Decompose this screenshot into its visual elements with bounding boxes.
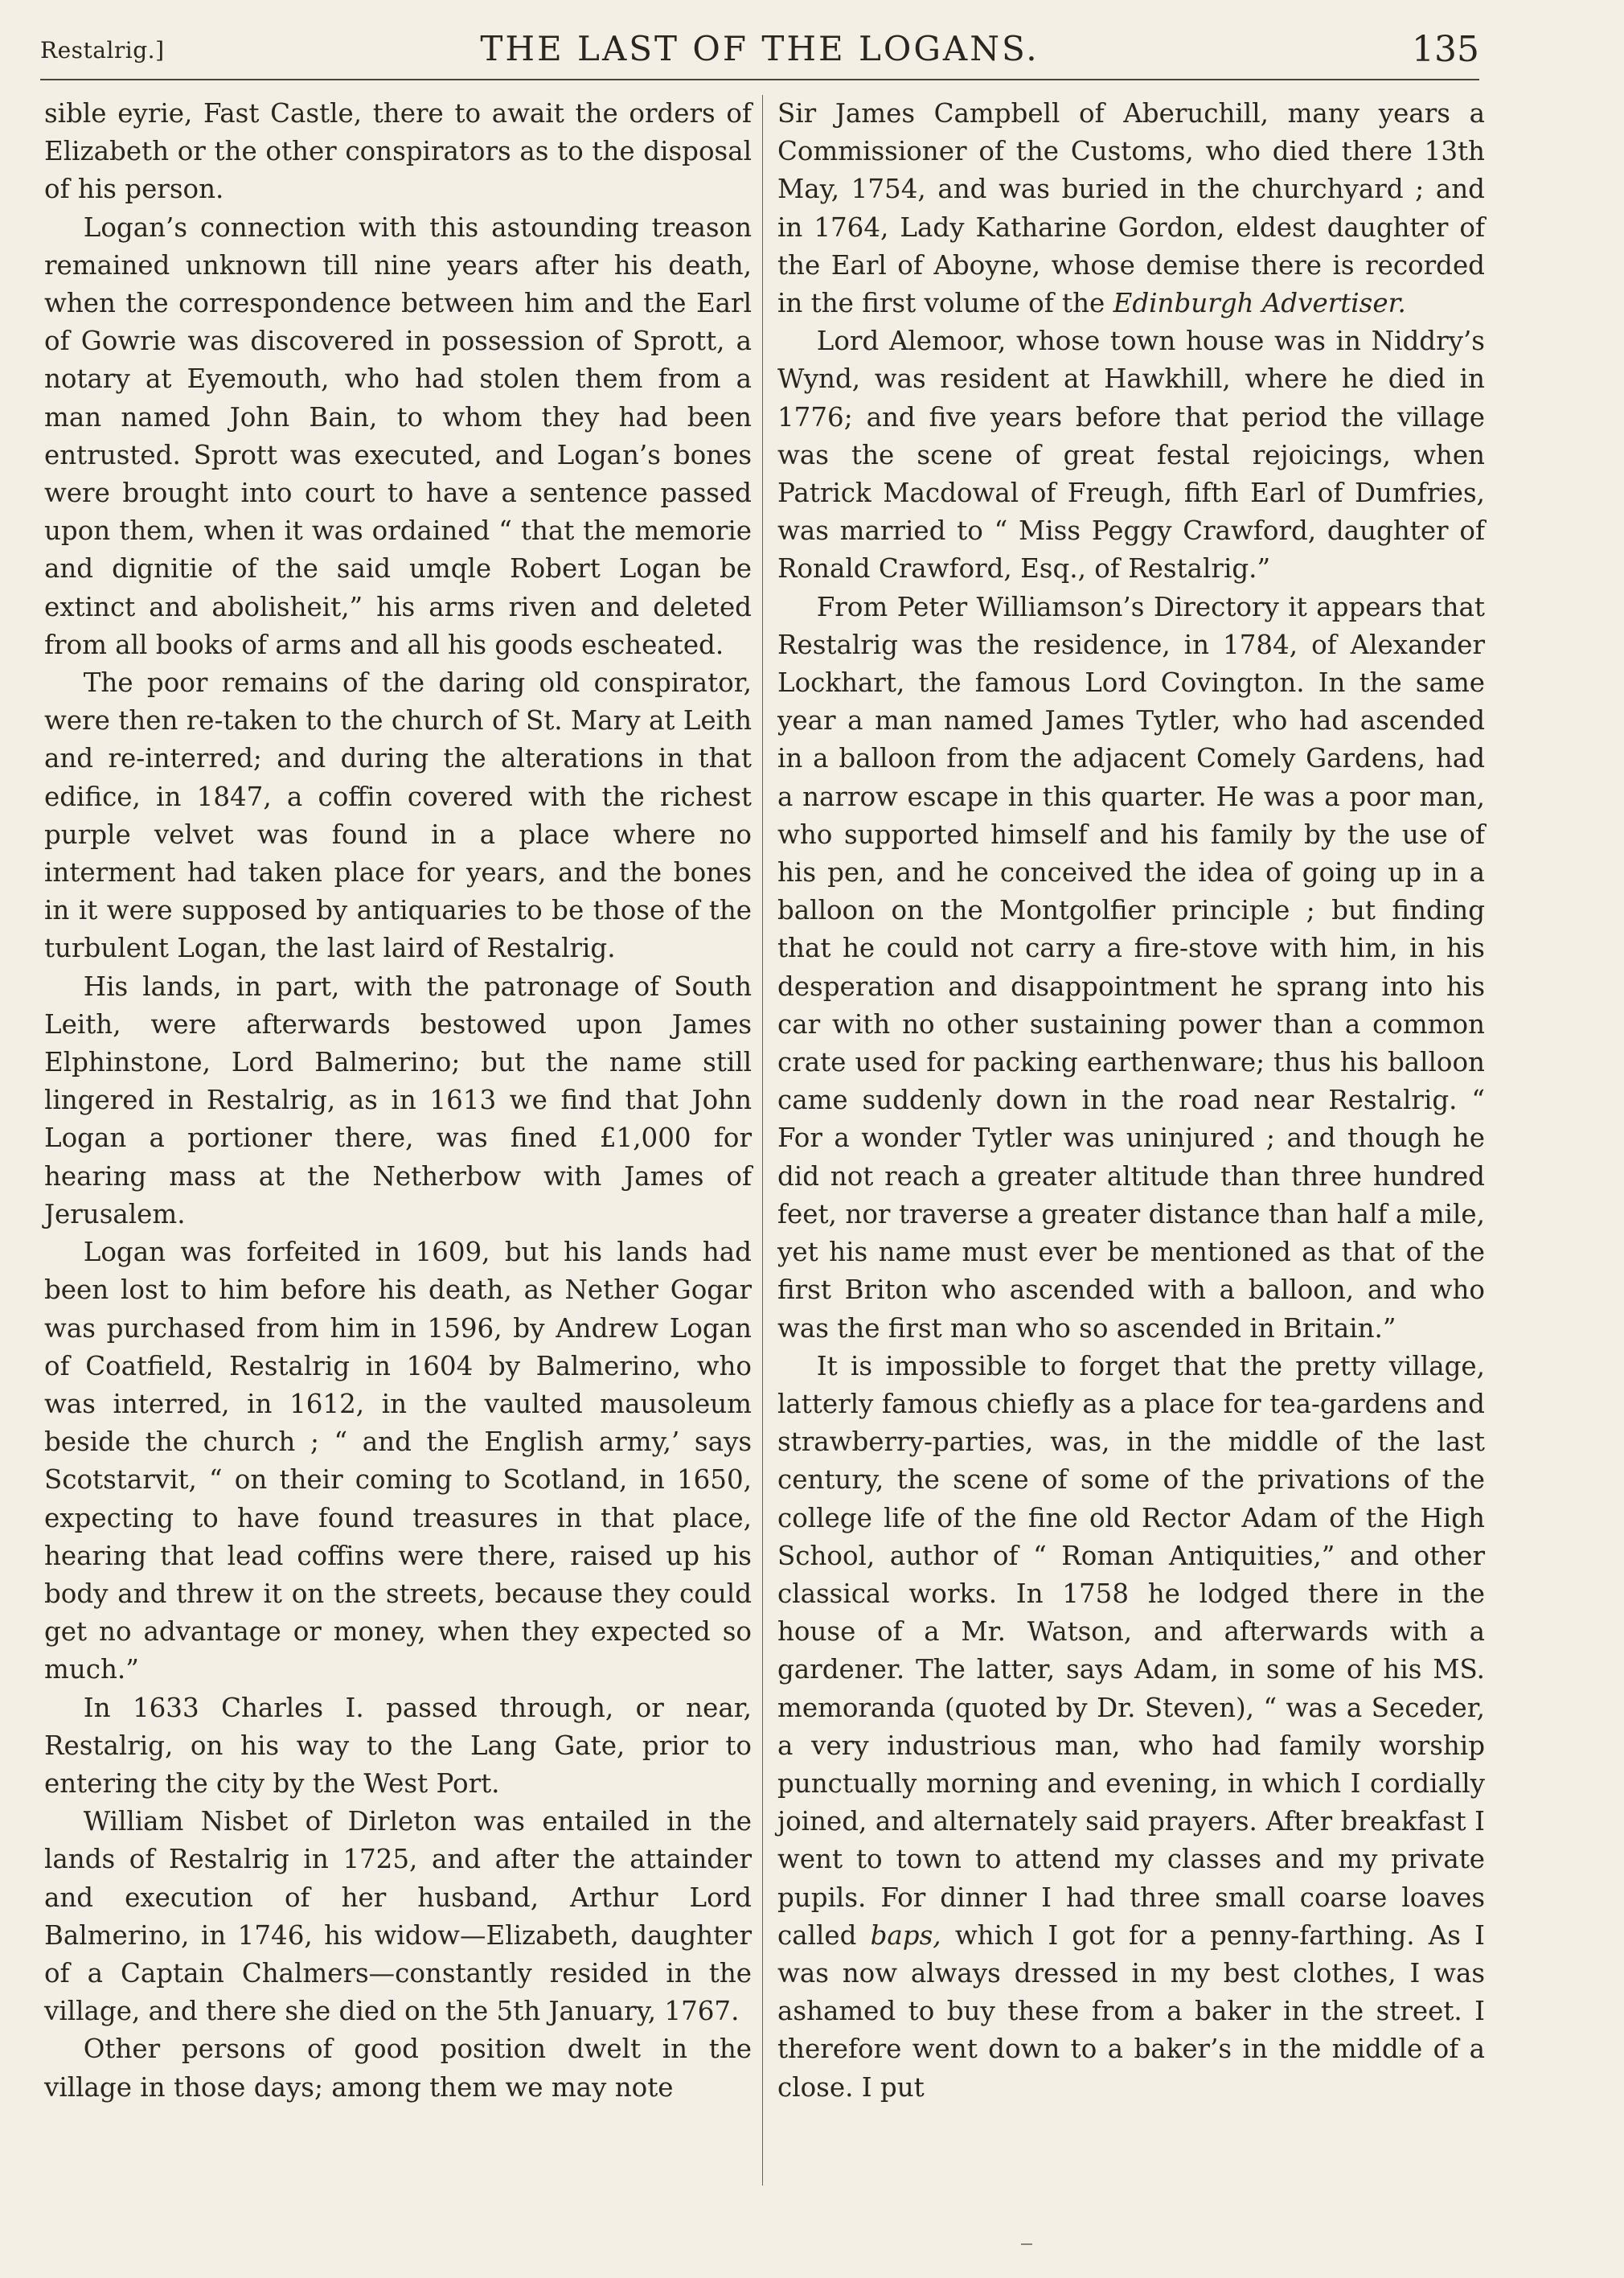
paragraph: William Nisbet of Dirleton was entailed in the lands of Restalrig in 1725, and after the attainder and execution of her husband, Arthur Lord Balmerino, in 1746, his widow—Elizabeth, daughter of a Captain Chalmers—constantly resided in the village, and there she died on the 5th January, 1767. (44, 1806, 752, 2027)
section-label: Restalrig.] (40, 37, 165, 64)
paragraph: sible eyrie, Fast Castle, there to await the orders of Elizabeth or the other conspirators as to the disposal of his person. (44, 98, 752, 205)
page-mark (1021, 2243, 1032, 2245)
paragraph: In 1633 Charles I. passed through, or near, Restalrig, on his way to the Lang Gate, prior to entering the city by the West Port. (44, 1692, 752, 1799)
paragraph (777, 1348, 1485, 2107)
paragraph: Other persons of good position dwelt in the village in those days; among them we may note (44, 2034, 752, 2103)
paragraph: From Peter Williamson’s Directory it appears that Restalrig was the residence, in 1784, of Alexander Lockhart, the famous Lord Covington. In the same year a man named James Tytler, who had ascended in a balloon from the adjacent Comely Gardens, had a narrow escape in this quarter. He was a poor man, who supported himself and his family by the use of his pen, and he conceived the idea of going up in a balloon on the Montgolfier principle ; but finding that he could not carry a fire-stove with him, in his desperation and disappointment he sprang into his car with no other sustaining power than a common crate used for packing earthenware; thus his balloon came suddenly down in the road near Restalrig. “ For a wonder Tytler was uninjured ; and though he did not reach a greater altitude than three hundred feet, nor traverse a greater distance than half a mile, yet his name must ever be mentioned as that of the first Briton who ascended with a balloon, and who was the first man who so ascended in Britain.” (777, 591, 1485, 1344)
left-column (44, 95, 752, 2107)
paragraph-text: Sir James Campbell of Aberuchill, many years a Commissioner of the Customs, who died there 13th May, 1754, and was buried in the churchyard ; and in 1764, Lady Katharine Gordon, eldest daughter of the Earl of Aboyne, whose demise there is recorded in the first volume of the (777, 98, 1485, 319)
italic-term: baps, (870, 1919, 941, 1951)
page-title: THE LAST OF THE LOGANS. (480, 29, 1040, 68)
page-number: 135 (1412, 29, 1479, 70)
column-divider (762, 95, 763, 2186)
paragraph (777, 95, 1485, 322)
paragraph-text: It is impossible to forget that the pretty village, latterly famous chiefly as a place for tea-gardens and strawberry-parties, was, in the middle of the last century, the scene of some of the privations of the college life of the fine old Rector Adam of the High School, author of “ Roman Antiquities,” and other classical works. In 1758 he lodged there in the house of a Mr. Watson, and afterwards with a gardener. The latter, says Adam, in some of his MS. memoranda (quoted by Dr. Steven), “ was a Seceder, a very industrious man, who had family worship punctually morning and evening, in which I cordially joined, and alternately said prayers. After breakfast I went to town to attend my classes and my private pupils. For dinner I had three small coarse loaves called (777, 1350, 1485, 1951)
paragraph: Logan’s connection with this astounding treason remained unknown till nine years after his death, when the correspondence between him and the Earl of Gowrie was discovered in possession of Sprott, a notary at Eyemouth, who had stolen them from a man named John Bain, to whom they had been entrusted. Sprott was executed, and Logan’s bones were brought into court to have a sentence passed upon them, when it was ordained “ that the memorie and dignitie of the said umqle Robert Logan be extinct and abolisheit,” his arms riven and deleted from all books of arms and all his goods escheated. (44, 211, 752, 660)
paragraph: Lord Alemoor, whose town house was in Niddry’s Wynd, was resident at Hawkhill, where he died in 1776; and five years before that period the village was the scene of great festal rejoicings, when Patrick Macdowal of Freugh, fifth Earl of Dumfries, was married to “ Miss Peggy Crawford, daughter of Ronald Crawford, Esq., of Restalrig.” (777, 326, 1485, 585)
running-header (40, 23, 1479, 80)
paragraph: The poor remains of the daring old conspirator, were then re-taken to the church of St. Mary at Leith and re-interred; and during the alterations in that edifice, in 1847, a coffin covered with the richest purple velvet was found in a place where no interment had taken place for years, and the bones in it were supposed by antiquaries to be those of the turbulent Logan, the last laird of Restalrig. (44, 667, 752, 964)
newspaper-title: Edinburgh Advertiser. (1113, 288, 1406, 319)
paragraph: His lands, in part, with the patronage of South Leith, were afterwards bestowed upon James Elphinstone, Lord Balmerino; but the name still lingered in Restalrig, as in 1613 we find that John Logan a portioner there, was fined £1,000 for hearing mass at the Netherbow with James of Jerusalem. (44, 971, 752, 1229)
right-column (777, 95, 1485, 2107)
paragraph-text: which I got for a penny-farthing. As I was now always dressed in my best clothes, I was ashamed to buy these from a baker in the street. I therefore went down to a baker’s in the middle of a close. I put (777, 1919, 1485, 2103)
paragraph: Logan was forfeited in 1609, but his lands had been lost to him before his death, as Nether Gogar was purchased from him in 1596, by Andrew Logan of Coatfield, Restalrig in 1604 by Balmerino, who was interred, in 1612, in the vaulted mausoleum beside the church ; “ and the English army,’ says Scotstarvit, “ on their coming to Scotland, in 1650, expecting to have found treasures in that place, hearing that lead coffins were there, raised up his body and threw it on the streets, because they could get no advantage or money, when they expected so much.” (44, 1237, 752, 1685)
